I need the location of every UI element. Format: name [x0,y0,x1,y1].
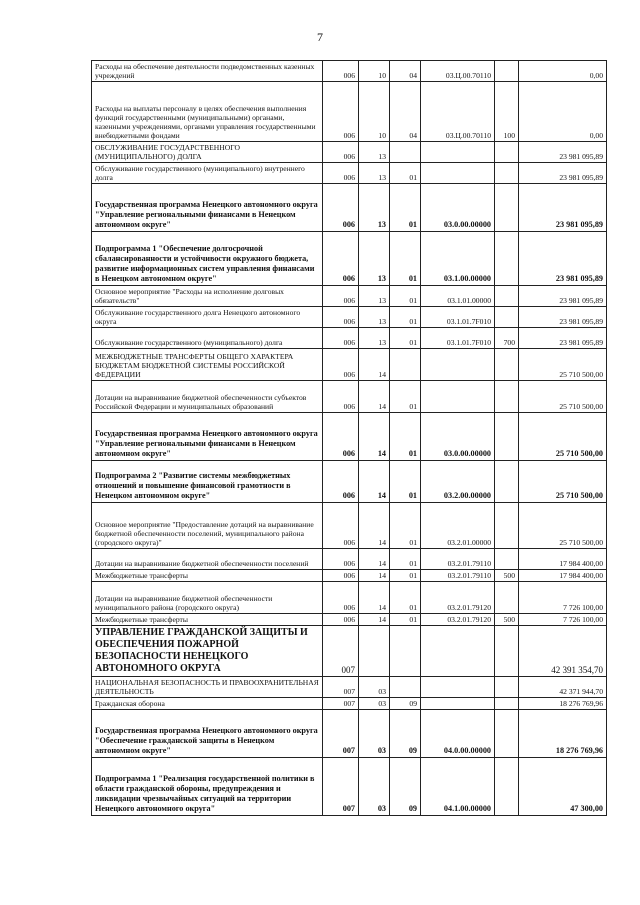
target-article-cell: 03.Ц.00.70110 [421,82,495,142]
amount-cell: 17 984 400,00 [519,549,607,570]
subsection-code-cell: 09 [390,698,421,710]
expense-type-cell [495,232,519,286]
target-article-cell [421,698,495,710]
section-code-cell: 10 [359,61,390,82]
row-name-cell: Основное мероприятие "Предоставление дотаций на выравнивание бюджетной обеспеченности поселений, муниципального района (городского округа)" [92,503,323,549]
amount-cell: 25 710 500,00 [519,461,607,503]
table-row [92,307,607,328]
target-article-cell [421,163,495,184]
target-article-cell [421,381,495,413]
subsection-code-cell: 01 [390,413,421,461]
row-name-cell: Обслуживание государственного (муниципального) долга [92,328,323,349]
amount-cell: 23 981 095,89 [519,142,607,163]
section-code-cell: 13 [359,142,390,163]
target-article-cell: 03.Ц.00.70110 [421,61,495,82]
table-row [92,413,607,461]
section-code-cell [359,626,390,677]
subsection-code-cell: 01 [390,503,421,549]
table-row [92,710,607,758]
target-article-cell [421,349,495,381]
subsection-code-cell: 01 [390,184,421,232]
row-name-cell: Расходы на обеспечение деятельности подведомственных казенных учреждений [92,61,323,82]
target-article-cell: 04.0.00.00000 [421,710,495,758]
expense-type-cell [495,381,519,413]
ministry-code-cell: 006 [323,163,359,184]
section-code-cell: 13 [359,184,390,232]
ministry-code-cell: 006 [323,232,359,286]
subsection-code-cell: 01 [390,381,421,413]
subsection-code-cell: 09 [390,710,421,758]
table-row [92,503,607,549]
table-row [92,570,607,582]
row-name-cell: Дотации на выравнивание бюджетной обеспеченности поселений [92,549,323,570]
ministry-code-cell: 006 [323,82,359,142]
table-row [92,549,607,570]
section-code-cell: 03 [359,677,390,698]
target-article-cell: 03.2.01.79120 [421,582,495,614]
section-code-cell: 13 [359,307,390,328]
target-article-cell: 04.1.00.00000 [421,758,495,816]
amount-cell: 25 710 500,00 [519,413,607,461]
section-code-cell: 14 [359,413,390,461]
ministry-code-cell: 006 [323,142,359,163]
row-name-cell: Государственная программа Ненецкого автономного округа "Управление региональными финансами в Ненецком автономном округе" [92,413,323,461]
expense-type-cell [495,710,519,758]
amount-cell: 23 981 095,89 [519,163,607,184]
subsection-code-cell: 01 [390,614,421,626]
expense-type-cell [495,582,519,614]
section-code-cell: 14 [359,582,390,614]
expense-type-cell [495,503,519,549]
ministry-code-cell: 006 [323,307,359,328]
expense-type-cell [495,184,519,232]
table-row [92,286,607,307]
expense-type-cell [495,142,519,163]
expense-type-cell: 500 [495,570,519,582]
expense-type-cell [495,61,519,82]
ministry-code-cell: 006 [323,461,359,503]
target-article-cell: 03.2.01.79110 [421,570,495,582]
ministry-code-cell: 006 [323,381,359,413]
subsection-code-cell: 01 [390,232,421,286]
budget-table-body [92,61,607,816]
section-code-cell: 14 [359,381,390,413]
subsection-code-cell: 01 [390,582,421,614]
section-code-cell: 13 [359,286,390,307]
table-row [92,184,607,232]
target-article-cell: 03.2.00.00000 [421,461,495,503]
ministry-code-cell: 006 [323,570,359,582]
amount-cell: 23 981 095,89 [519,184,607,232]
page-number: 7 [317,30,323,44]
ministry-code-cell: 006 [323,582,359,614]
target-article-cell: 03.2.01.79110 [421,549,495,570]
target-article-cell [421,677,495,698]
subsection-code-cell: 04 [390,61,421,82]
subsection-code-cell: 04 [390,82,421,142]
amount-cell: 0,00 [519,61,607,82]
amount-cell: 25 710 500,00 [519,503,607,549]
section-code-cell: 14 [359,461,390,503]
table-row [92,142,607,163]
expense-type-cell [495,163,519,184]
ministry-code-cell: 006 [323,614,359,626]
table-row [92,328,607,349]
amount-cell: 18 276 769,96 [519,698,607,710]
row-name-cell: МЕЖБЮДЖЕТНЫЕ ТРАНСФЕРТЫ ОБЩЕГО ХАРАКТЕРА БЮДЖЕТАМ БЮДЖЕТНОЙ СИСТЕМЫ РОССИЙСКОЙ ФЕДЕРАЦИИ [92,349,323,381]
row-name-cell: Обслуживание государственного (муниципального) внутреннего долга [92,163,323,184]
row-name-cell: Подпрограмма 1 "Обеспечение долгосрочной сбалансированности и устойчивости окружного бюджета, развитие информационных систем управления финансами в Ненецком автономном округе" [92,232,323,286]
expense-type-cell [495,349,519,381]
row-name-cell: Дотации на выравнивание бюджетной обеспеченности субъектов Российской Федерации и муниципальных образований [92,381,323,413]
amount-cell: 23 981 095,89 [519,328,607,349]
table-row [92,614,607,626]
expense-type-cell [495,626,519,677]
amount-cell: 23 981 095,89 [519,307,607,328]
row-name-cell: Межбюджетные трансферты [92,570,323,582]
subsection-code-cell: 01 [390,307,421,328]
amount-cell: 42 371 944,70 [519,677,607,698]
row-name-cell: Основное мероприятие "Расходы на исполнение долговых обязательств" [92,286,323,307]
section-code-cell: 10 [359,82,390,142]
table-row [92,582,607,614]
target-article-cell: 03.1.01.00000 [421,286,495,307]
target-article-cell: 03.2.01.79120 [421,614,495,626]
amount-cell: 23 981 095,89 [519,232,607,286]
target-article-cell: 03.0.00.00000 [421,184,495,232]
table-row [92,61,607,82]
ministry-code-cell: 006 [323,503,359,549]
section-code-cell: 03 [359,758,390,816]
subsection-code-cell [390,142,421,163]
expense-type-cell [495,307,519,328]
amount-cell: 23 981 095,89 [519,286,607,307]
subsection-code-cell [390,626,421,677]
row-name-cell: Подпрограмма 2 "Развитие системы межбюджетных отношений и повышение финансовой грамотности в Ненецком автономном округе" [92,461,323,503]
ministry-code-cell: 006 [323,184,359,232]
row-name-cell: Гражданская оборона [92,698,323,710]
target-article-cell: 03.1.01.7F010 [421,307,495,328]
section-code-cell: 03 [359,698,390,710]
ministry-code-cell: 006 [323,286,359,307]
section-code-cell: 14 [359,349,390,381]
row-name-cell: Дотации на выравнивание бюджетной обеспеченности муниципального района (городского округа) [92,582,323,614]
expense-type-cell: 100 [495,82,519,142]
target-article-cell: 03.1.00.00000 [421,232,495,286]
row-name-cell: Государственная программа Ненецкого автономного округа "Обеспечение гражданской защиты в Ненецком автономном округе" [92,710,323,758]
target-article-cell [421,626,495,677]
table-row [92,381,607,413]
subsection-code-cell [390,349,421,381]
table-row [92,232,607,286]
subsection-code-cell: 01 [390,549,421,570]
ministry-code-cell: 007 [323,626,359,677]
expense-type-cell [495,286,519,307]
ministry-code-cell: 007 [323,677,359,698]
expense-type-cell [495,549,519,570]
budget-table [91,60,607,816]
expense-type-cell [495,461,519,503]
ministry-code-cell: 006 [323,61,359,82]
table-row [92,677,607,698]
row-name-cell: Расходы на выплаты персоналу в целях обеспечения выполнения функций государственными (муниципальными) органами, казенными учреждениями, органами управления государственными внебюджетными фондами [92,82,323,142]
subsection-code-cell [390,677,421,698]
amount-cell: 42 391 354,70 [519,626,607,677]
subsection-code-cell: 09 [390,758,421,816]
ministry-code-cell: 007 [323,710,359,758]
section-code-cell: 13 [359,163,390,184]
amount-cell: 0,00 [519,82,607,142]
table-row [92,163,607,184]
ministry-code-cell: 006 [323,549,359,570]
subsection-code-cell: 01 [390,163,421,184]
row-name-cell: Подпрограмма 1 "Реализация государственной политики в области гражданской обороны, предупреждения и ликвидации чрезвычайных ситуаций на территории Ненецкого автономного округа" [92,758,323,816]
subsection-code-cell: 01 [390,328,421,349]
section-code-cell: 14 [359,570,390,582]
ministry-code-cell: 006 [323,413,359,461]
target-article-cell [421,142,495,163]
expense-type-cell [495,758,519,816]
amount-cell: 25 710 500,00 [519,349,607,381]
section-code-cell: 14 [359,614,390,626]
ministry-code-cell: 006 [323,328,359,349]
target-article-cell: 03.1.01.7F010 [421,328,495,349]
expense-type-cell [495,677,519,698]
table-row [92,698,607,710]
table-row [92,758,607,816]
subsection-code-cell: 01 [390,570,421,582]
row-name-cell: ОБСЛУЖИВАНИЕ ГОСУДАРСТВЕННОГО (МУНИЦИПАЛЬНОГО) ДОЛГА [92,142,323,163]
section-code-cell: 14 [359,549,390,570]
amount-cell: 17 984 400,00 [519,570,607,582]
table-row [92,349,607,381]
amount-cell: 18 276 769,96 [519,710,607,758]
amount-cell: 7 726 100,00 [519,582,607,614]
row-name-cell: УПРАВЛЕНИЕ ГРАЖДАНСКОЙ ЗАЩИТЫ И ОБЕСПЕЧЕНИЯ ПОЖАРНОЙ БЕЗОПАСНОСТИ НЕНЕЦКОГО АВТОНОМНОГО ОКРУГА [92,626,323,677]
expense-type-cell [495,413,519,461]
subsection-code-cell: 01 [390,461,421,503]
amount-cell: 7 726 100,00 [519,614,607,626]
row-name-cell: Обслуживание государственного долга Ненецкого автономного округа [92,307,323,328]
section-code-cell: 03 [359,710,390,758]
ministry-code-cell: 006 [323,349,359,381]
amount-cell: 25 710 500,00 [519,381,607,413]
section-code-cell: 13 [359,328,390,349]
row-name-cell: НАЦИОНАЛЬНАЯ БЕЗОПАСНОСТЬ И ПРАВООХРАНИТЕЛЬНАЯ ДЕЯТЕЛЬНОСТЬ [92,677,323,698]
table-row [92,82,607,142]
section-code-cell: 14 [359,503,390,549]
section-code-cell: 13 [359,232,390,286]
row-name-cell: Государственная программа Ненецкого автономного округа "Управление региональными финансами в Ненецком автономном округе" [92,184,323,232]
table-row [92,461,607,503]
table-row [92,626,607,677]
expense-type-cell [495,698,519,710]
target-article-cell: 03.2.01.00000 [421,503,495,549]
subsection-code-cell: 01 [390,286,421,307]
target-article-cell: 03.0.00.00000 [421,413,495,461]
expense-type-cell: 500 [495,614,519,626]
ministry-code-cell: 007 [323,698,359,710]
ministry-code-cell: 007 [323,758,359,816]
row-name-cell: Межбюджетные трансферты [92,614,323,626]
expense-type-cell: 700 [495,328,519,349]
amount-cell: 47 300,00 [519,758,607,816]
